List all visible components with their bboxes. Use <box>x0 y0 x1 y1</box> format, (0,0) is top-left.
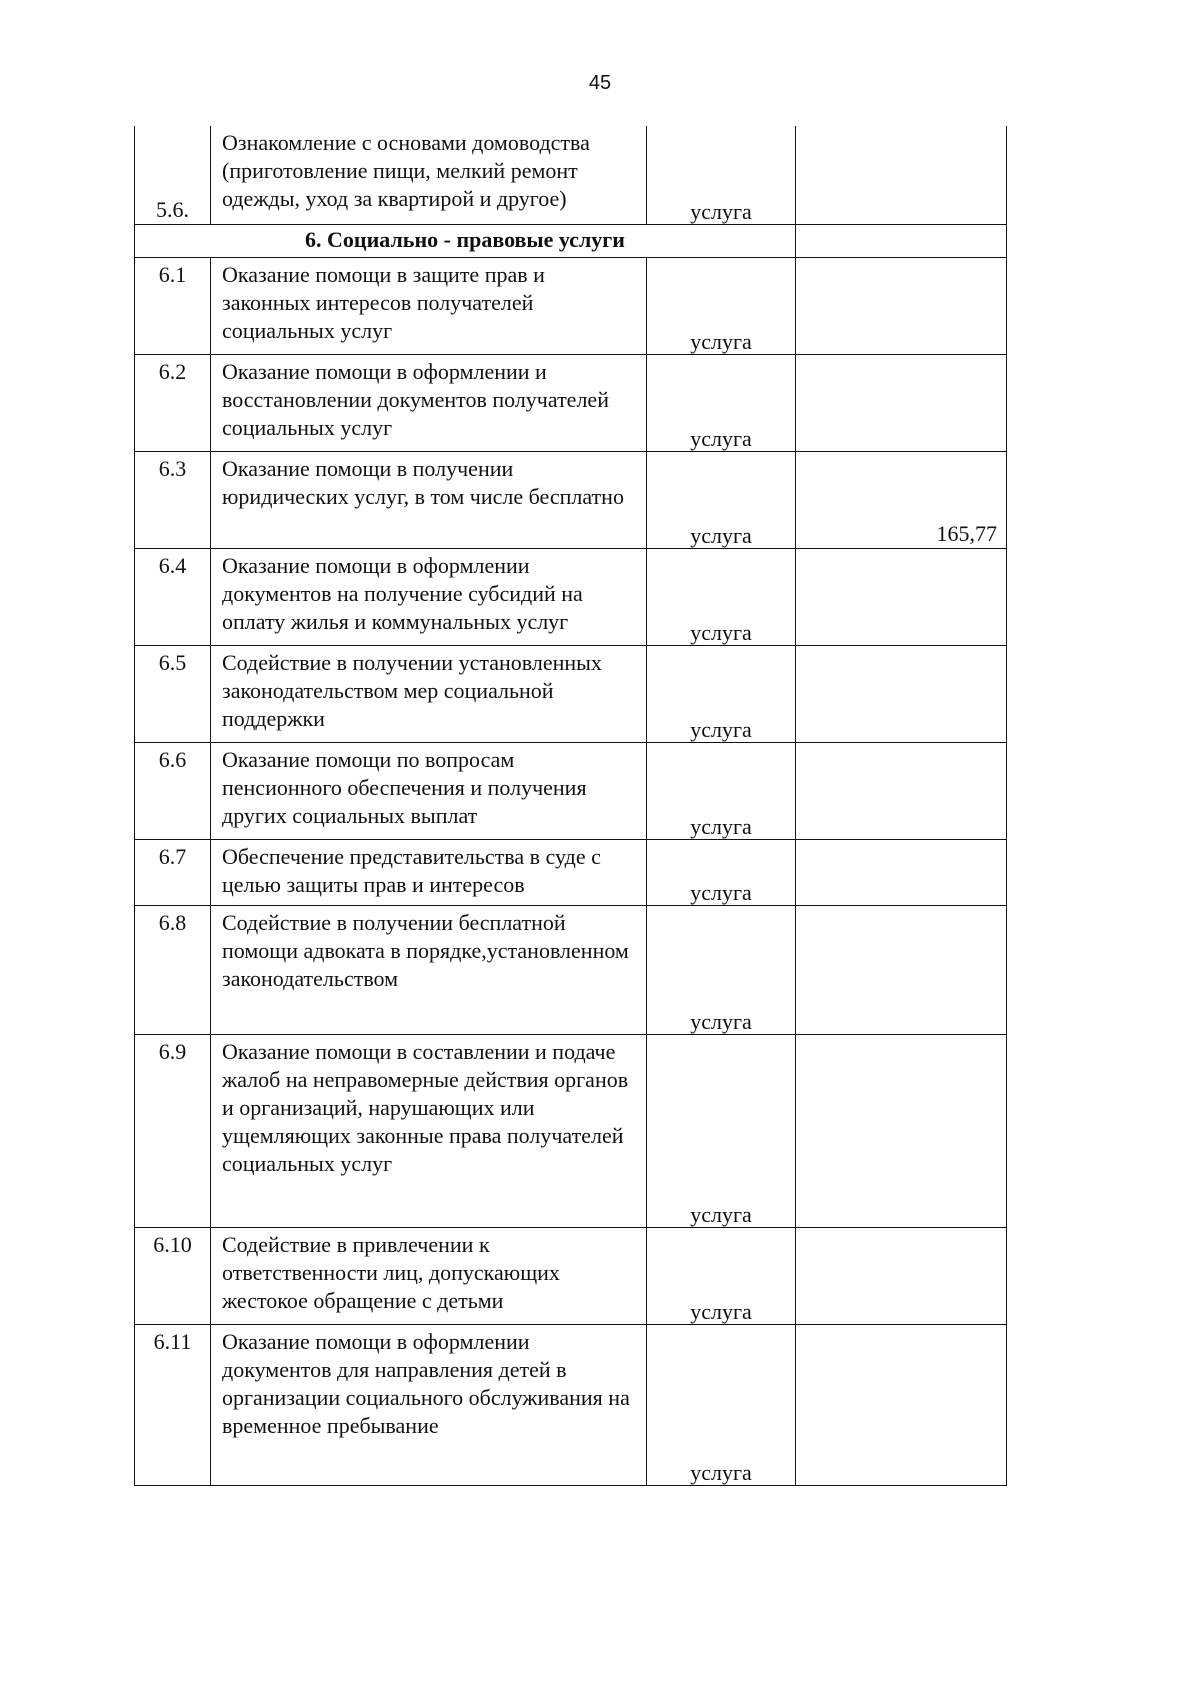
unit-label: услуга <box>690 1201 752 1227</box>
unit-label: услуга <box>690 1298 752 1324</box>
row-number: 6.2 <box>135 354 211 451</box>
service-name: Оказание помощи в защите прав и законных интересов получателей социальных услуг <box>211 257 647 354</box>
price-cell <box>796 548 1007 645</box>
unit-cell <box>647 742 796 839</box>
row-number: 6.3 <box>135 451 211 548</box>
page-number: 45 <box>588 72 612 94</box>
price-cell <box>796 742 1007 839</box>
table-row <box>135 451 1007 548</box>
table-row <box>135 548 1007 645</box>
unit-label: услуга <box>690 198 752 224</box>
service-name: Оказание помощи в оформлении документов на получение субсидий на оплату жилья и коммунальных услуг <box>211 548 647 645</box>
table-row <box>135 905 1007 1034</box>
unit-label: услуга <box>690 522 752 548</box>
price-cell <box>796 1324 1007 1485</box>
row-number: 6.6 <box>135 742 211 839</box>
table-row <box>135 126 1007 224</box>
table-row <box>135 839 1007 905</box>
unit-cell <box>647 1034 796 1227</box>
unit-cell <box>647 354 796 451</box>
row-number: 5.6. <box>135 126 211 224</box>
service-name: Содействие в получении бесплатной помощи адвоката в порядке,установленном законодательством <box>211 905 647 1034</box>
unit-cell <box>647 1324 796 1485</box>
unit-cell <box>647 257 796 354</box>
service-name: Содействие в получении установленных законодательством мер социальной поддержки <box>211 645 647 742</box>
row-number: 6.4 <box>135 548 211 645</box>
service-name: Ознакомление с основами домоводства (приготовление пищи, мелкий ремонт одежды, уход за квартирой и другое) <box>211 126 647 224</box>
row-number: 6.1 <box>135 257 211 354</box>
price-cell <box>796 126 1007 224</box>
row-number: 6.5 <box>135 645 211 742</box>
table-row <box>135 645 1007 742</box>
price-cell: 165,77 <box>796 451 1007 548</box>
service-name: Оказание помощи в оформлении и восстановлении документов получателей социальных услуг <box>211 354 647 451</box>
row-number: 6.8 <box>135 905 211 1034</box>
unit-label: услуга <box>690 879 752 905</box>
unit-cell <box>647 645 796 742</box>
service-name: Оказание помощи в оформлении документов для направления детей в организации социального обслуживания на временное пребывание <box>211 1324 647 1485</box>
row-number: 6.7 <box>135 839 211 905</box>
price-cell <box>796 839 1007 905</box>
section-header-row <box>135 224 1007 257</box>
table-row <box>135 1227 1007 1324</box>
unit-cell <box>647 126 796 224</box>
service-name: Оказание помощи в получении юридических услуг, в том числе бесплатно <box>211 451 647 548</box>
unit-label: услуга <box>690 716 752 742</box>
unit-label: услуга <box>690 1459 752 1485</box>
row-number: 6.9 <box>135 1034 211 1227</box>
price-cell <box>796 1034 1007 1227</box>
table-row <box>135 1324 1007 1485</box>
table-row <box>135 257 1007 354</box>
unit-cell <box>647 1227 796 1324</box>
price-cell <box>796 224 1007 257</box>
row-number: 6.11 <box>135 1324 211 1485</box>
unit-label: услуга <box>690 1008 752 1034</box>
services-table <box>134 126 1007 1486</box>
service-name: Оказание помощи по вопросам пенсионного обеспечения и получения других социальных выплат <box>211 742 647 839</box>
price-cell <box>796 645 1007 742</box>
service-name: Оказание помощи в составлении и подаче жалоб на неправомерные действия органов и организаций, нарушающих или ущемляющих законные права получателей социальных услуг <box>211 1034 647 1227</box>
unit-label: услуга <box>690 328 752 354</box>
service-name: Содействие в привлечении к ответственности лиц, допускающих жестокое обращение с детьми <box>211 1227 647 1324</box>
unit-cell <box>647 905 796 1034</box>
section-title: 6. Социально - правовые услуги <box>135 224 796 257</box>
table-row <box>135 1034 1007 1227</box>
price-cell <box>796 905 1007 1034</box>
price-cell <box>796 354 1007 451</box>
unit-cell <box>647 548 796 645</box>
unit-cell <box>647 839 796 905</box>
price-cell <box>796 1227 1007 1324</box>
unit-cell <box>647 451 796 548</box>
table-row <box>135 354 1007 451</box>
row-number: 6.10 <box>135 1227 211 1324</box>
unit-label: услуга <box>690 813 752 839</box>
unit-label: услуга <box>690 425 752 451</box>
table-row <box>135 742 1007 839</box>
price-cell <box>796 257 1007 354</box>
unit-label: услуга <box>690 619 752 645</box>
service-name: Обеспечение представительства в суде с целью защиты прав и интересов <box>211 839 647 905</box>
